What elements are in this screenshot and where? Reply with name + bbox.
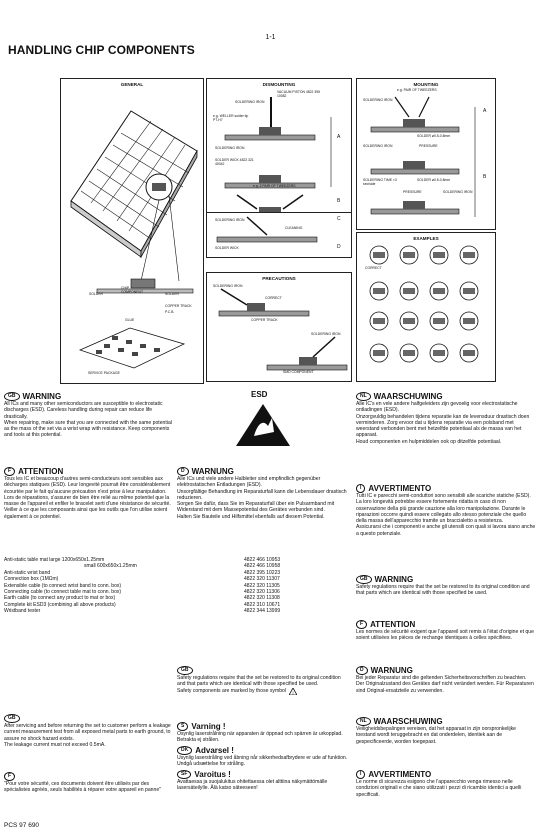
- lang-badge-s: S: [177, 722, 188, 731]
- warning-f-title: ATTENTION: [18, 467, 64, 476]
- parts-code: 4822 466 10953: [244, 557, 281, 563]
- dismounting-label-b: B: [337, 198, 341, 204]
- safety-right-gb-text: Safety regulations require that the set be restored to its original condition and that parts which are identical with those specified be used.: [356, 584, 530, 597]
- lang-badge-nl: NL: [356, 717, 371, 726]
- warning-triangle-icon: [289, 688, 297, 695]
- mounting-label-solder1: SOLDER ø0.5-0.8mm: [417, 134, 451, 138]
- examples-diagram: [356, 232, 496, 382]
- mounting-label-solder2: SOLDER ø0.5-0.8mm: [417, 178, 451, 182]
- parts-code: 4822 320 11305: [244, 582, 280, 589]
- warning-nl-text: Alle IC's en vele andere halfgeleiders zijn gevoelig voor electrostatische ontladingen (ESD). Onzorgvuldig behandelen tijdens reparatie kan de levensduur drastisch doen verminderen. Zorg ervoor dat u tijdens reparatie via een polsband met weerstand verbonden bent met hetzelfde potentiaal als de massa van het apparaat. Houd componenten en hulpmiddelen ook op ditzelfde potentiaal.: [356, 401, 530, 445]
- laser-s-title: Varning !: [191, 722, 226, 731]
- dismounting-label-tweezers: e.g. 2 PAIR OF TWEEZERS: [253, 184, 296, 188]
- precautions-diagram: [206, 272, 352, 382]
- examples-label-correct: CORRECT: [365, 266, 382, 270]
- warning-f-text: Tous les IC et beaucoup d'autres semi-conducteurs sont sensibles aux décharges statiques (ESD). Leur longevité pourrait être considérablement écourtée par le fait qu'aucune précaution n'est prise à leur manipulation. Lors de réparations, s'assurer de bien être relié au même potentiel que la masse de l'appareil et enfiler le bracelet serti d'une résistance de sécurité. Veiller à ce que les composants ainsi que les outils que l'on utilise soient également à ce potentiel.: [4, 476, 171, 520]
- safety-center-gb-extra: [177, 688, 349, 695]
- parts-code: 4822 395 10223: [244, 569, 281, 576]
- page-title: HANDLING CHIP COMPONENTS: [8, 43, 195, 57]
- lang-badge-sf: SF: [177, 770, 191, 779]
- safety-right-nl: [356, 717, 536, 745]
- safety-right-gb: [356, 575, 536, 597]
- parts-code: 4822 320 11307: [244, 576, 280, 583]
- dismounting-label-piston: VACUUM PISTON 4822 395 10082: [277, 90, 321, 98]
- safety-right-d-title: WARNUNG: [370, 666, 413, 675]
- lang-badge-gb: GB: [4, 392, 20, 401]
- examples-title: EXAMPLES: [413, 236, 439, 241]
- precautions-title: PRECAUTIONS: [262, 276, 296, 281]
- lang-badge-gb: GB: [4, 714, 20, 723]
- safety-right-i-title: AVVERTIMENTO: [368, 770, 432, 779]
- general-label-glue: GLUE: [125, 318, 135, 322]
- precautions-label-smd: SMD COMPONENT: [283, 370, 314, 374]
- warning-i-title: AVVERTIMENTO: [368, 484, 432, 493]
- mounting-illustration: [357, 87, 495, 227]
- laser-dk: [177, 746, 349, 768]
- lang-badge-f: F: [4, 467, 15, 476]
- general-label-copper: COPPER TRACK: [165, 304, 192, 308]
- safety-right-nl-title: WAARSCHUWING: [373, 717, 443, 726]
- parts-desc: Extensible cable (to connect wrist band to conn. box): [4, 582, 122, 589]
- pcb-illustration: [61, 91, 203, 311]
- general-label-solder-left: SOLDER: [89, 292, 103, 296]
- mounting-label-pressure2: PRESSURE: [403, 190, 422, 194]
- warning-d-title: WARNUNG: [191, 467, 234, 476]
- dismounting-label-a: A: [337, 134, 341, 140]
- dismounting-label-weller: e.g. WELLER solder tip PT-H7: [213, 114, 249, 122]
- lang-badge-i: I: [356, 484, 365, 493]
- parts-code: 4822 310 10671: [244, 601, 281, 608]
- lang-badge-i: I: [356, 770, 365, 779]
- parts-list: [4, 557, 344, 615]
- dismounting-label-wick2: SOLDER WICK: [215, 246, 239, 250]
- mounting-label-iron2: SOLDERING IRON: [363, 144, 393, 148]
- laser-sf-title: Varoitus !: [194, 770, 231, 779]
- mounting-label-b: B: [483, 174, 487, 180]
- service-left-gb: [4, 714, 174, 748]
- laser-s: [177, 722, 349, 744]
- page-number: 1-1: [265, 34, 276, 41]
- dismounting-label-iron2: SOLDERING IRON: [215, 146, 245, 150]
- laser-dk-title: Advarsel !: [195, 746, 234, 755]
- safety-center-gb: [177, 666, 349, 695]
- warning-nl-title: WAARSCHUWING: [373, 392, 443, 401]
- dismounting-label-d: D: [337, 244, 341, 250]
- mounting-label-a: A: [483, 108, 487, 114]
- service-left-f-text: "Pour votre sécurité, ces documents doivent être utilisés par des spécialistes agréés, seuls habilités à réparer votre appareil en panne": [4, 781, 161, 794]
- safety-center-gb-text: Safety regulations require that the set be restored to its original condition and that parts which are identical with those specified be used.: [177, 675, 341, 688]
- warning-nl: [356, 392, 536, 445]
- warning-gb-text: All ICs and many other semiconductors are susceptible to electrostatic discharges (ESD). Careless handling during repair can reduce life drastically. When repairing, make sure that you are connected with the same potential as the mass of the set via a wrist wrap with resistance. Keep components and tools at this potential.: [4, 401, 172, 439]
- service-package-illustration: [60, 320, 202, 372]
- lang-badge-d: D: [356, 666, 368, 675]
- mounting-label-pressure1: PRESSURE: [419, 144, 438, 148]
- warning-gb: [4, 392, 174, 439]
- esd-title: ESD: [251, 390, 268, 399]
- lang-badge-gb: GB: [177, 666, 193, 675]
- lang-badge-f: F: [356, 620, 367, 629]
- parts-desc: Anti-static wrist band: [4, 569, 51, 576]
- lang-badge-gb: GB: [356, 575, 372, 584]
- mounting-label-tweezers: e.g. PAIR OF TWEEZERS: [397, 88, 437, 92]
- precautions-label-iron1: SOLDERING IRON: [213, 284, 243, 288]
- service-left-gb-text: After servicing and before returning the set to customer perform a leakage current measurement test from all exposed metal parts to earth ground, to assure no shock hazard exists. The leakage current must not exceed 0.5mA.: [4, 723, 171, 748]
- laser-sf-text: Avattaessa ja suojalukitus ohitettaessa olet alttiina näkymättömälle lasersäteilylle. Älä katso säteeseen!: [177, 779, 328, 792]
- general-label-solder-right: SOLDER: [165, 292, 179, 296]
- warning-d: [177, 467, 349, 520]
- mounting-label-iron3: SOLDERING IRON: [443, 190, 473, 194]
- dismounting-cleaning: [206, 212, 352, 258]
- parts-desc: Earth cable (to connect any product to mat or box): [4, 595, 116, 602]
- precautions-label-copper: COPPER TRACK: [251, 318, 278, 322]
- dismounting-label-wick: SOLDER WICK 4822 321 40042: [215, 158, 254, 166]
- safety-right-nl-text: Veiligheidsbepalingen vereisen, dat het apparaat in zijn oorspronkelijke toestand wordt teruggebracht en dat onderdelen, identiek aan de gespecificeerde, worden toegepast.: [356, 726, 516, 745]
- lang-badge-dk: DK: [177, 746, 192, 755]
- service-left-f: [4, 772, 174, 794]
- footer-code: PCS 97 690: [4, 822, 40, 829]
- safety-right-d-text: Bei jeder Reparatur sind die geltenden Sicherheitsvorschriften zu beachten. Der Originalzustand des Gerätes darf nicht verändert werden. Für Reparaturen sind Original-ersatzteile zu verwenden.: [356, 675, 534, 694]
- service-package-label: SERVICE PACKAGE: [88, 371, 120, 375]
- mounting-label-time: SOLDERING TIME <3 sec/side: [363, 178, 397, 186]
- precautions-label-iron2: SOLDERING IRON: [311, 332, 341, 336]
- svg-text:!: !: [292, 689, 294, 695]
- examples-illustration: [357, 241, 495, 379]
- general-label-chip: CHIP COMPONENT: [121, 286, 144, 294]
- dismounting-label-c: C: [337, 216, 341, 222]
- parts-desc: Connecting cable (to connect table mat to conn. box): [4, 589, 122, 596]
- dismounting-label-iron1: SOLDERING IRON: [235, 100, 265, 104]
- parts-code: 4822 466 10958: [244, 563, 281, 570]
- parts-desc: small 600x650x1.25mm: [84, 563, 137, 570]
- mounting-title: MOUNTING: [413, 82, 439, 87]
- warning-f: [4, 467, 174, 520]
- parts-desc: Connection box (1MΩm): [4, 576, 59, 583]
- general-label-pcb: P.C.B.: [165, 310, 175, 314]
- warning-d-text: Alle ICs und viele andere Halbleiter sind empfindlich gegenüber elektrostatischen Entladungen (ESD). Unsorgfältige Behandlung im Reparaturfall kann die Lebensdauer drastisch reduzieren. Sorgen Sie dafür, dass Sie im Reparaturfall über ein Pulsarmband mit Widerstand mit dem Massepotential des Gerätes verbunden sind. Halten Sie Bauteile und Hilfsmittel ebenfalls auf diesem Potential.: [177, 476, 347, 520]
- precautions-label-correct: CORRECT: [265, 296, 282, 300]
- safety-right-f: [356, 620, 536, 642]
- parts-code: 4822 320 11306: [244, 589, 280, 596]
- safety-right-i: [356, 770, 536, 798]
- laser-s-text: Osynlig laserstrålning när apparaten är öppnad och spärren är urkopplad. Betrakta ej strålen.: [177, 731, 343, 744]
- dismounting-title: DISMOUNTING: [262, 82, 296, 87]
- safety-right-f-text: Les normes de sécurité exigent que l'appareil soit remis à l'état d'origine et que soient utilisées les pièces de rechange identiques à celles spécifiées.: [356, 629, 534, 642]
- safety-right-gb-title: WARNING: [374, 575, 414, 584]
- laser-sf: [177, 770, 349, 792]
- safety-right-f-title: ATTENTION: [370, 620, 416, 629]
- parts-desc: Anti-static table mat large 1200x650x1.25mm: [4, 557, 105, 563]
- parts-desc: Wristband tester: [4, 608, 41, 615]
- lang-badge-nl: NL: [356, 392, 371, 401]
- parts-code: 4822 320 11308: [244, 595, 280, 602]
- safety-right-i-text: Le norme di sicurezza esigono che l'apparecchio venga rimesso nelle condizioni originali e che siano utilizzati i pezzi di ricambio identici a quelli specificati.: [356, 779, 522, 798]
- mounting-label-iron1: SOLDERING IRON: [363, 98, 393, 102]
- service-package: [60, 320, 202, 382]
- warning-i-text: Tutti IC e parecchi semi-conduttori sono sensibili alle scariche statiche (ESD). La loro longevità potrebbe essere fortemente ridatta in caso di non osservazione della più grande cauzione alla loro manipolazione. Durante le riparazioni occorre quindi essere collegato allo stesso potenziale che quello della massa dell'apparecchio tramite un braccialetto a resistenza. Assicurarsi che i componenti e anche gli utensili con quali si lavora siano anche a questo potenziale.: [356, 493, 536, 537]
- safety-right-d: [356, 666, 536, 694]
- parts-code: 4822 344 13999: [244, 608, 281, 615]
- general-title: GENERAL: [120, 82, 144, 87]
- dismounting-label-cleaning: CLEANING: [285, 226, 303, 230]
- lang-badge-f: F: [4, 772, 15, 781]
- mounting-diagram: [356, 78, 496, 230]
- warning-i: [356, 484, 536, 537]
- safety-symbol-text: Safety components are marked by those symbol: [177, 687, 287, 694]
- dismounting-label-iron3: SOLDERING IRON: [215, 218, 245, 222]
- warning-gb-title: WARNING: [22, 392, 62, 401]
- lang-badge-d: D: [177, 467, 189, 476]
- laser-dk-text: Usynlig laserstråling ved åbning når sikkerhedsafbrydere er ude af funktion. Undgå udsættelse for stråling.: [177, 755, 348, 768]
- parts-desc: Complete kit ESD3 (combining all above products): [4, 601, 116, 608]
- esd-warning-icon: [234, 402, 292, 448]
